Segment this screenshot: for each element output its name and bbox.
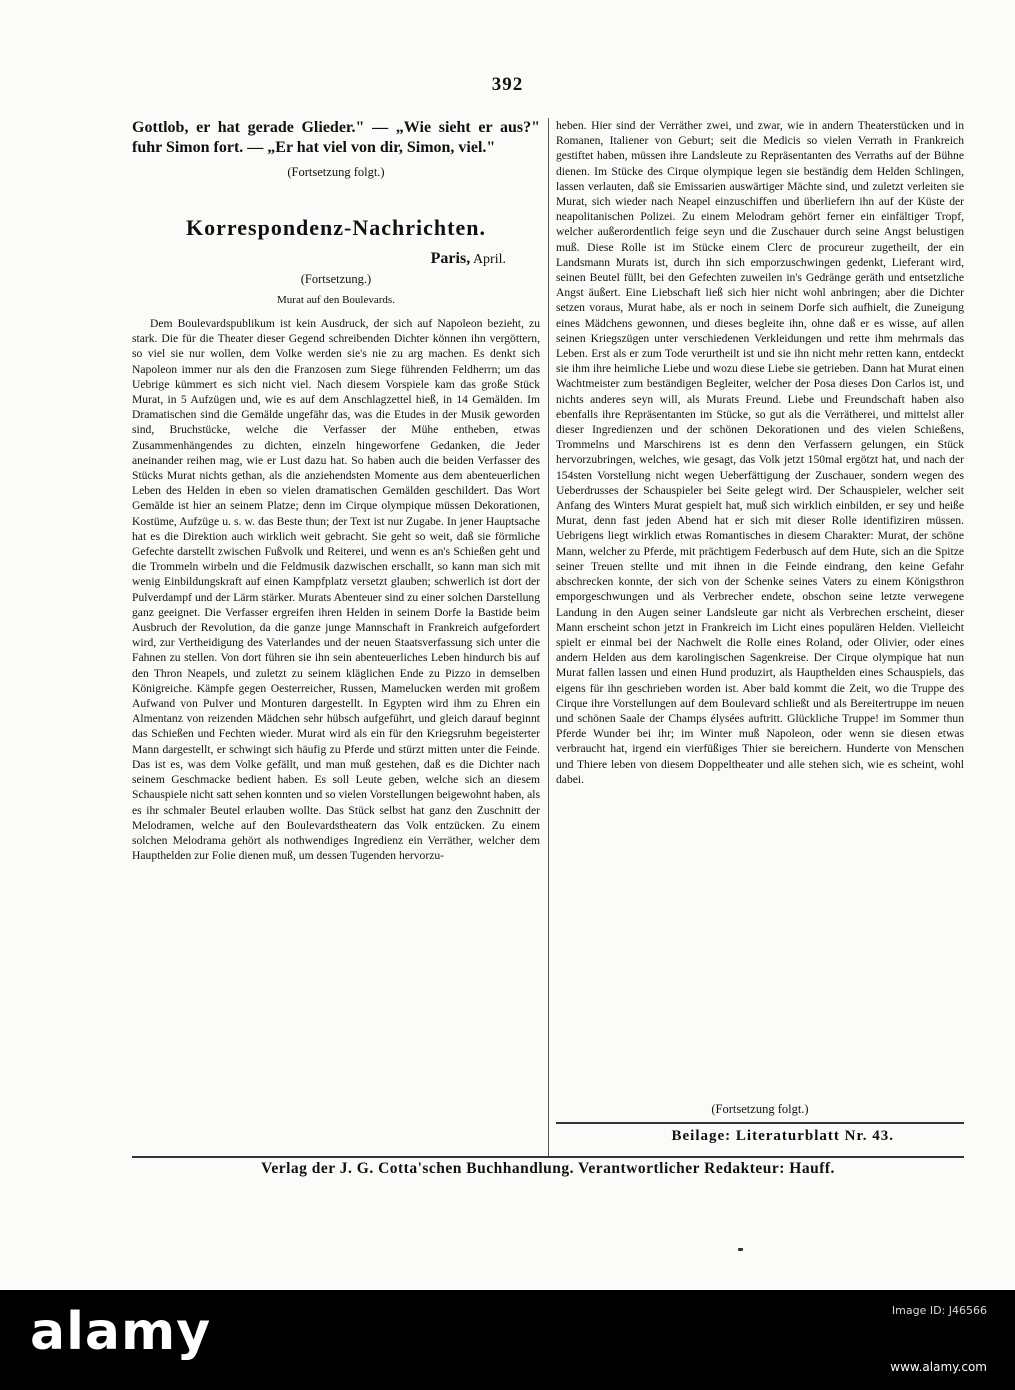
continuation-note: (Fortsetzung folgt.) (287, 165, 385, 179)
section-headline: Korrespondenz-Nachrichten. (186, 215, 486, 240)
sub-continuation-note: (Fortsetzung.) (300, 272, 372, 286)
column-divider (548, 118, 549, 1156)
stock-logo: alamy (30, 1302, 212, 1362)
article-body-left: Dem Boulevardspublikum ist kein Ausdruck, der sich auf Napoleon bezieht, zu stark. Die für die Theater dieser Gegend schreibenden Dichter können ihn vergöttern, so viel sie nur wollen, dem Volke werden sie's nie zu arg machen. Es denkt sich Napoleon immer nur als den die Franzosen zum Siege führenden Feldherrn; um das Uebrige kümmert es sich nicht viel. Nach diesem Vorspiele kam das große Stück Murat, in 5 Aufzügen und, wie es auf dem Anschlagzettel hieß, in 14 Gemälden. Im Dramatischen sind die Gemälde ungefähr das, was die Etudes in der Musik geworden sind, Bruchstücke, welche die Verfasser der Mühe entheben, etwas Zusammenhängendes zu dichten, einzeln hingeworfene Gedanken, die Jeder aneinander reihen mag, wie er Lust dazu hat. So haben auch die beiden Verfasser des Stücks Murat nichts gethan, als die anziehendsten Momente aus dem abenteuerlichen Leben des Helden in eben so vielen dramatischen Gemälden geschildert. Das Wort Gemälde ist hier an seinem Platze; denn im Cirque olympique müssen Dekorationen, Kostüme, Aufzüge u. s. w. das Beste thun; der Text ist nur Zugabe. In jener Hauptsache hat es die Direktion auch wirklich weit gebracht. Sie geht so weit, daß sie förmliche Gefechte darstellt zwischen Fußvolk und Reiterei, und wenn es an's Schießen geht und die Trommeln wirbeln und die Feldmusik dazwischen erschallt, so kann man sich mit wenig Einbildungskraft auf einen Kampfplatz versetzt glauben; schwerlich ist dort der Pulverdampf und der Lärm stärker. Murats Abenteuer sind zu einer solchen Darstellung ganz geeignet. Die Verfasser ergreifen ihren Helden in seinem Dorfe la Bastide beim Ausbruch der Revolution, da die ganze junge Mannschaft in Frankreich aufgefordert wird, zur Vertheidigung des Vaterlandes und der neuen Staatsverfassung sich unter die Fahnen zu stellen. Von dort führen sie ihn sein abenteuerliches Leben hindurch bis auf den Thron Neapels, und zuletzt zu seinem kläglichen Ende zu Pizzo in demselben Königreiche. Kämpfe gegen Oesterreicher, Russen, Mamelucken werden mit großem Aufwand von Pulver und Monturen dargestellt. In Egypten wird ihm zu Ehren ein Almentanz von reizenden Mädchen sehr hübsch aufgeführt, und gleich darauf beginnt das Schießen und Fechten wieder. Murat wird als ein für den Kriegsruhm begeisterter Mann dargestellt, er schwingt sich häufig zu Pferde und stürzt mitten unter die Feinde. Das ist es, was dem Volke gefällt, und man muß gestehen, daß es die Dichter nach seinem Geschmacke bedient haben. Es soll Leute geben, welche sich an diesem Schauspiele nicht satt sehen konnten und so vielen Vorstellungen beigewohnt haben, als es ihr schmaler Beutel erlauben wollte. Das Stück selbst hat ganz den Zuschnitt der Melodramen, welche auf den Boulevardstheatern das Volk entzücken. Zu einem solchen Melodrama gehört als nothwendiges Ingredienz ein Verräther, welcher dem Haupthelden zur Folie dienen muß, um dessen Tugenden hervorzu- (132, 317, 540, 863)
supplement-note: Beilage: Literaturblatt Nr. 43. (671, 1128, 894, 1144)
right-column (556, 118, 964, 1120)
supplement-rule (556, 1122, 964, 1124)
story-ending-text: Gottlob, er hat gerade Glieder." — „Wie sieht er aus?" fuhr Simon fort. — „Er hat viel von dir, Simon, viel." (132, 119, 540, 156)
publisher-imprint: Verlag der J. G. Cotta'schen Buchhandlung. Verantwortlicher Redakteur: Hauff. (261, 1160, 835, 1177)
stock-image-id-label: Image ID: J46566 (891, 1304, 987, 1317)
continuation-note-right: (Fortsetzung folgt.) (711, 1102, 809, 1116)
dateline-month: April. (472, 252, 506, 267)
dateline (132, 250, 540, 268)
stock-url: www.alamy.com (890, 1360, 987, 1374)
dateline-city: Paris, (430, 250, 471, 267)
article-body-right: heben. Hier sind der Verräther zwei, und zwar, wie in andern Theaterstücken und in Romanen, Italiener von Geburt; seit die Medicis so vielen Verrath in Frankreich gestiftet haben, müssen ihre Landsleute zu Repräsentanten des Verraths auf der Bühne dienen. Im Stücke des Cirque olympique legen sie beständig dem Helden Schlingen, lassen verlauten, daß sie Emissarien auswärtiger Mächte sind, und zuletzt verleiten sie Murat, sich wieder nach Neapel einzuschiffen und überliefern ihn auf der Küste der neapolitanischen Polizei. Zu einem Melodram gehört ferner ein einfältiger Tropf, welcher außerordentlich feige seyn und die Zuschauer durch seine Angst belustigen muß. Diese Rolle ist im Stücke einem Clerc de procureur zugetheilt, der ein Landsmann Murats ist, durch ihn sich emporzuschwingen gedenkt, Lieferant wird, seinen Beutel füllt, bei den Gefechten zuweilen in's Gedränge geräth und entsetzliche Angst äußert. Eine Liebschaft ließ sich hier nicht wohl anbringen; aber die Dichter setzen voraus, Murat habe, als er noch in seinem Dorfe sich aufhielt, die Zuneigung eines Mädchens gewonnen, und dieses begleite ihn, ohne daß er es wisse, auf allen seinen Kriegszügen unter verschiedenen Verkleidungen und rette ihm mehrmals das Leben. Erst als er zum Tode verurtheilt ist und sie ihn nicht mehr retten kann, entdeckt sie ihm ihre heimliche Liebe und wozu diese Liebe sie getrieben. Dann hat Murat einen Wachtmeister zum beständigen Begleiter, welcher der Posa dieses Don Carlos ist, und nichts anderes seyn will, als Murats Freund. Liebe und Freundschaft haben also ebenfalls ihre Repräsentanten im Stücke, so gut als die Verrätherei, und mittelst aller dieser Ingredienzen und der schönen Dekorationen und des vielen Schießens, Trommelns und Marschirens ist es denn den Verfassern gelungen, ein Stück hervorzubringen, welches, wie gesagt, das Volk jetzt 150mal ergötzt hat, und nach der 154sten Vorstellung nicht wegen Ueberfättigung der Zuschauer, sondern wegen des Ueberdrusses der Schauspieler bei Seite gelegt wird. Der Schauspieler, welcher seit Anfang des Winters Murat gespielt hat, muß sich wirklich einbilden, er sey und heiße Murat, denn fast jeden Abend hat er sich mit dieser Rolle identifiziren müssen. Uebrigens liegt wirklich etwas Romantisches in diesem Charakter: Murat, der schöne Mann, welcher zu Pferde, mit prächtigem Federbusch auf dem Hute, sich an die Spitze seiner Treuen stellte und mit ihnen in die Feinde eindrang, den keine Gefahr abschrecken konnte, der sich von der Schenke seines Vaters zu einem Königsthron emporgeschwungen und als Verbrecher endete, obschon seine letzte verwegene Landung in den Augen seiner Landsleute gar nicht als Verbrechen erscheint, dieser Mann erscheint schon jetzt in Frankreich im Licht eines populären Helden. Vielleicht spielt er einmal bei der Nachwelt die Rolle eines Roland, oder Olivier, oder eines andern Helden aus dem karolingischen Sagenkreise. Der Cirque olympique hat nun Murat fallen lassen und einen Hund produzirt, als Haupthelden eines Schauspiels, das eigens für ihn geschrieben worden ist. Aber bald kommt die Zeit, wo die Truppe des Cirque ihre Vorstellungen auf dem Boulevard schließt und als Bereitertruppe im neuen und schönen Saale der Champs élysées auftritt. Glückliche Truppe! im Sommer thun Pferde Wunder bei ihr; im Winter muß Napoleon, oder wenn sie diesen etwas verbraucht hat, irgend ein vierfüßiges Thier sie bereichern. Hunderte von Menschen und Thiere leben von diesem Doppeltheater und alle stehen sich, wie es scheint, wohl dabei. (556, 119, 964, 786)
stock-watermark-bar (0, 1290, 1015, 1390)
scan-speck (738, 1248, 743, 1251)
stock-image-id (892, 1304, 987, 1317)
page-number: 392 (491, 74, 524, 95)
left-column (132, 118, 540, 1144)
article-subtitle: Murat auf den Boulevards. (277, 294, 395, 306)
footer-rule (132, 1156, 964, 1158)
